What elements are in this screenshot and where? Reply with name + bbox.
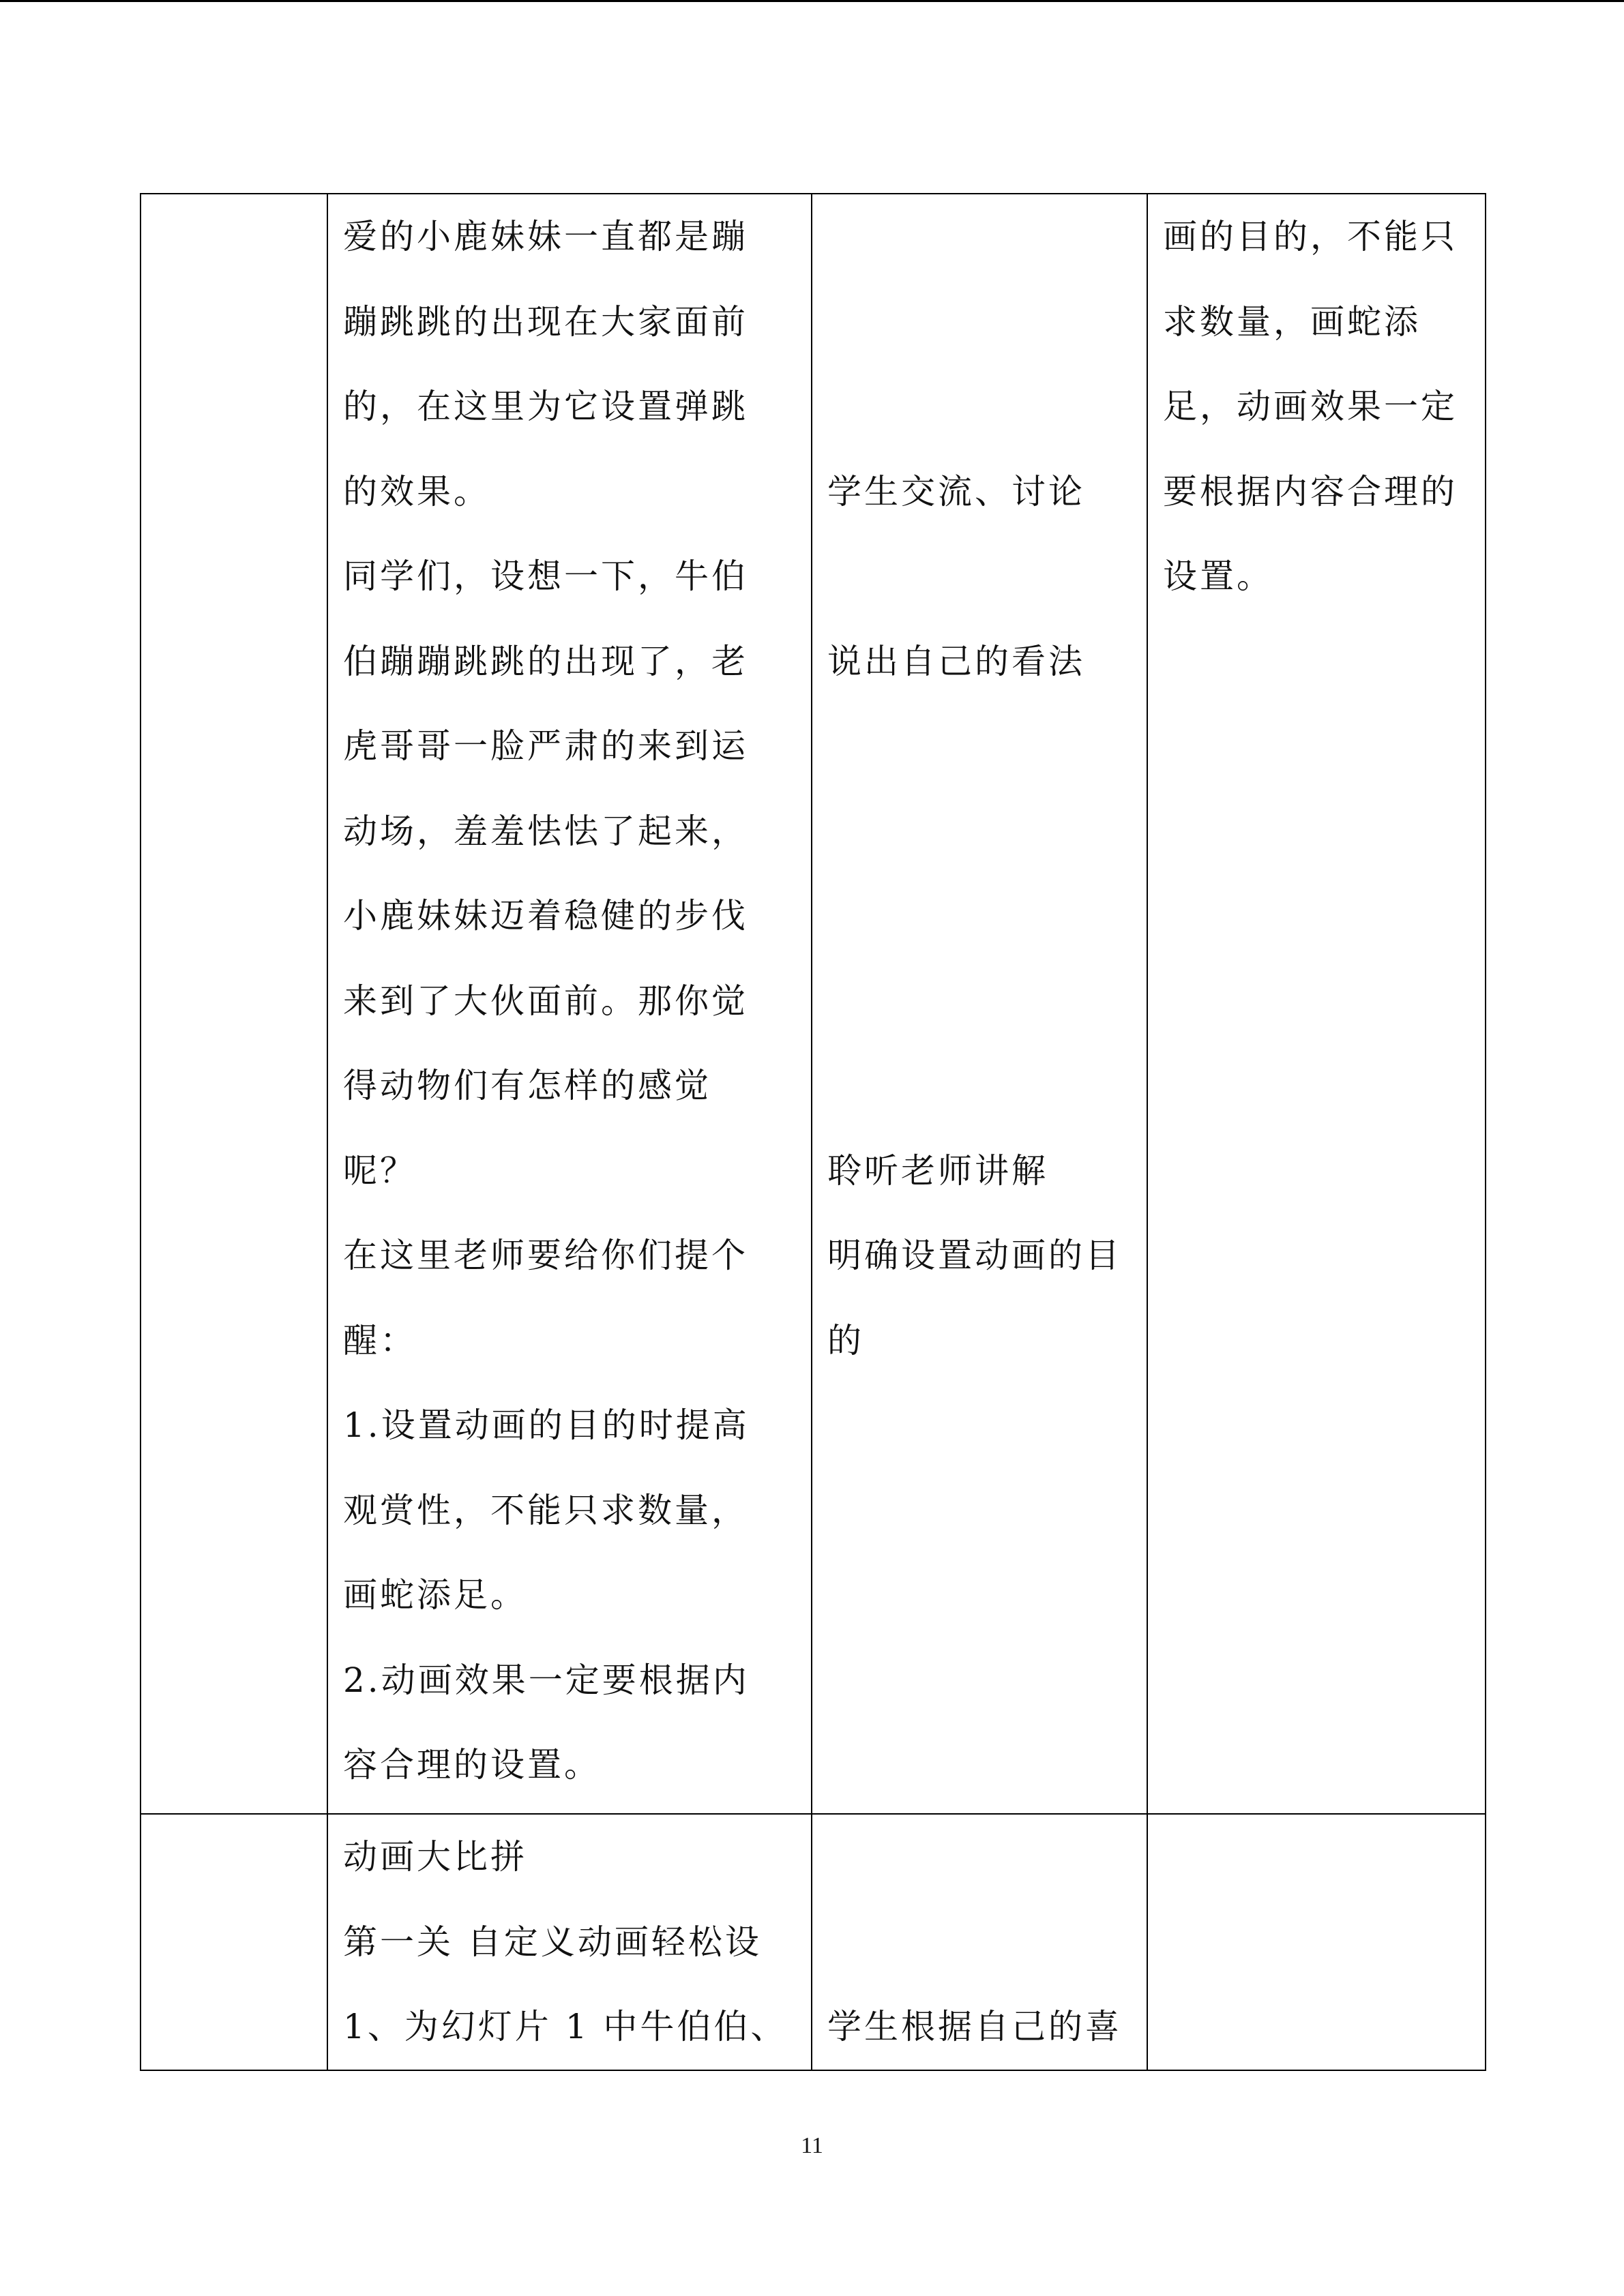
blank-line: [827, 194, 1132, 280]
cell-text-line: 聆听老师讲解: [827, 1150, 1048, 1191]
cell-text-line: 要根据内容合理的: [1163, 471, 1458, 511]
blank-line: [827, 789, 1132, 874]
blank-line: [827, 959, 1132, 1044]
cell-text-line: 醒：: [343, 1320, 417, 1360]
cell-text-line: 第一关 自定义动画轻松设: [343, 1922, 762, 1962]
cell-text-line: 小鹿妹妹迈着稳健的步伐: [343, 896, 748, 936]
blank-line: [827, 874, 1132, 959]
blank-line: [827, 534, 1132, 619]
cell-text-line: 虎哥哥一脸严肃的来到运: [343, 726, 748, 766]
page-number: 11: [801, 2133, 823, 2158]
cell-text-line: 同学们，设想一下，牛伯: [343, 556, 748, 596]
blank-line: [827, 1043, 1132, 1129]
cell-text-line: 来到了大伙面前。那你觉: [343, 981, 748, 1021]
table-row: [141, 194, 1486, 1814]
cell-text-line: 的，在这里为它设置弹跳: [343, 387, 748, 426]
cell-text-line: 画的目的，不能只: [1163, 217, 1458, 256]
cell-text-line: 伯蹦蹦跳跳的出现了，老: [343, 641, 748, 681]
cell-text-line: 明确设置动画的目: [827, 1236, 1122, 1275]
blank-line: [827, 704, 1132, 789]
cell-text-line: 观赏性，不能只求数量，: [343, 1490, 748, 1530]
cell-text-line: 爱的小鹿妹妹一直都是蹦: [343, 217, 748, 256]
blank-line: [827, 280, 1132, 365]
cell-text-line: 动画大比拼: [343, 1837, 527, 1877]
cell-text-line: 动场，羞羞怯怯了起来，: [343, 811, 748, 851]
cell-text-line: 足，动画效果一定: [1163, 387, 1458, 426]
cell-text-line: 画蛇添足。: [343, 1575, 527, 1615]
cell-text-line: 呢？: [343, 1150, 417, 1191]
blank-line: [827, 1900, 1132, 1985]
cell-text-line: 学生根据自己的喜: [827, 2007, 1122, 2046]
table-cell-design-intent: [1147, 1814, 1486, 2070]
cell-text-line: 得动物们有怎样的感觉: [343, 1066, 711, 1105]
cell-text-line: 学生交流、讨论: [827, 471, 1085, 511]
cell-text-line: 2.动画效果一定要根据内: [343, 1660, 750, 1700]
cell-text-line: 在这里老师要给你们提个: [343, 1236, 748, 1275]
table-cell-teacher-activity: [327, 194, 812, 1814]
cell-text-line: 的效果。: [343, 471, 490, 511]
cell-text-line: 1、为幻灯片 1 中牛伯伯、: [343, 2007, 788, 2046]
cell-text-line: 蹦跳跳的出现在大家面前: [343, 301, 748, 342]
cell-text-line: 说出自己的看法: [827, 641, 1085, 681]
cell-text-line: 求数量，画蛇添: [1163, 301, 1421, 342]
cell-text-line: 1.设置动画的目的时提高: [343, 1405, 750, 1445]
blank-line: [827, 1815, 1132, 1900]
table-cell-student-activity: [812, 194, 1147, 1814]
table-cell-teacher-activity: [327, 1814, 812, 2070]
top-border-line: [0, 0, 1624, 2]
table-row: [141, 1814, 1486, 2070]
table-cell-stage: [141, 194, 327, 1814]
cell-text-line: 容合理的设置。: [343, 1745, 601, 1785]
lesson-plan-table: [140, 193, 1486, 2071]
cell-text-line: 的: [827, 1320, 864, 1360]
table-cell-student-activity: [812, 1814, 1147, 2070]
blank-line: [827, 364, 1132, 449]
cell-text-line: 设置。: [1163, 556, 1273, 596]
table-cell-stage: [141, 1814, 327, 2070]
table-cell-design-intent: [1147, 194, 1486, 1814]
